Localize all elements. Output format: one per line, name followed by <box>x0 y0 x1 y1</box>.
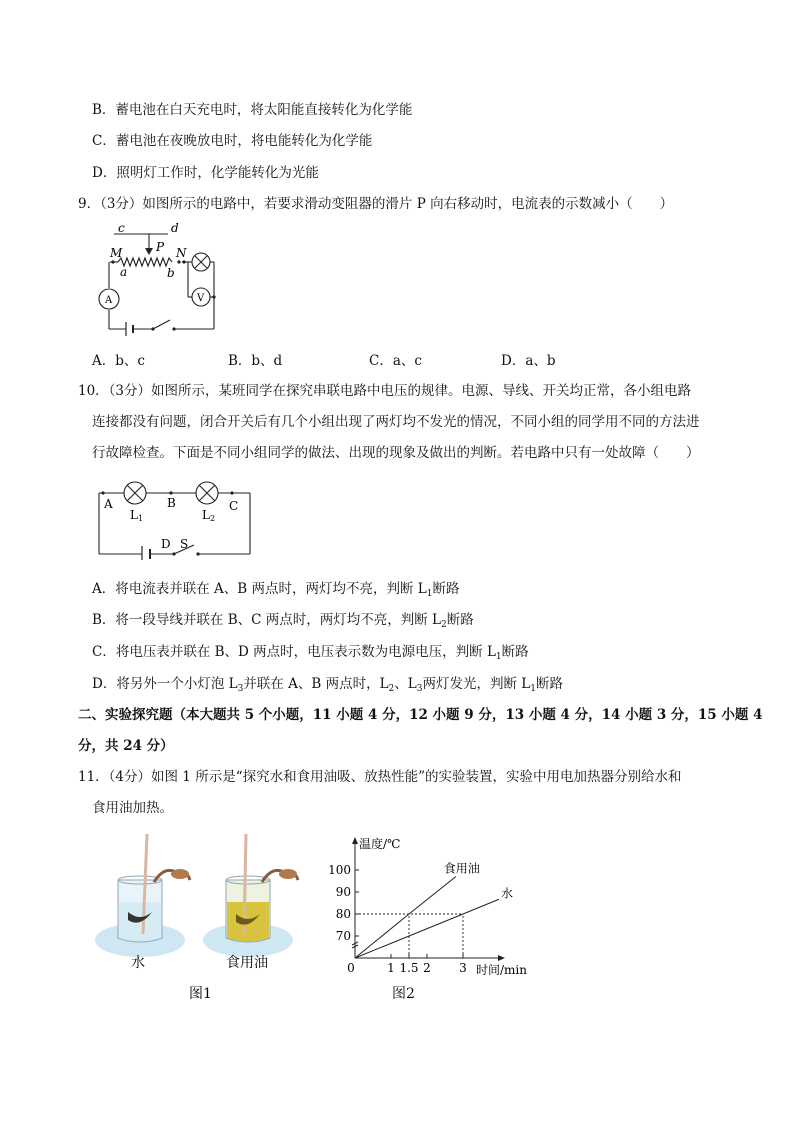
q10-option-a: A．将电流表并联在 A、B 两点时，两灯均不亮，判断 $L_1$断路 <box>92 581 460 599</box>
oil-beaker-illustration <box>203 834 298 957</box>
q8-option-d: D．照明灯工作时，化学能转化为光能 <box>92 165 319 181</box>
q10-label-c: C <box>229 499 239 513</box>
q9-stem: 9．（3分）如图所示的电路中，若要求滑动变阻器的滑片 P 向右移动时，电流表的示数减小（ ） <box>78 196 674 212</box>
q9-voltmeter-label: V <box>197 293 205 304</box>
y-tick-label: 90 <box>335 885 351 899</box>
q10-label-l1: L <box>130 508 138 522</box>
q11-stem-line2: 食用油加热。 <box>92 800 173 816</box>
y-tick-label: 100 <box>328 863 351 877</box>
section2-heading-line2: 分，共 24 分） <box>78 738 174 754</box>
y-axis-arrow <box>352 837 358 844</box>
fig1-caption: 图1 <box>189 986 212 1002</box>
q11-figure2-chart <box>322 832 542 1004</box>
q9-label-a: a <box>120 265 128 279</box>
q10-stem-line2: 连接都没有问题，闭合开关后有几个小组出现了两灯均不发光的情况，不同小组的同学用不同的方法进 <box>92 414 700 430</box>
q11-stem-line1: 11．（4分）如图 1 所示是“探究水和食用油吸、放热性能”的实验装置，实验中用电加热器分别给水和 <box>78 769 682 785</box>
fig1-label-water: 水 <box>131 955 145 971</box>
q9-ammeter-label: A <box>105 295 113 306</box>
q9-circuit-figure <box>96 222 226 340</box>
q11-figure1-beakers <box>94 832 314 1002</box>
q10-label-l2: L <box>202 508 210 522</box>
water-beaker-illustration <box>95 834 190 957</box>
q9-option-b: B．b、d <box>228 353 283 369</box>
q9-option-a: A．b、c <box>92 353 145 369</box>
series-line-1 <box>355 899 499 958</box>
q9-label-n: N <box>176 246 187 260</box>
series-label-1: 水 <box>501 886 514 901</box>
x-tick-label: 3 <box>459 961 467 975</box>
q9-option-d: D．a、b <box>501 353 556 369</box>
q9-label-m: M <box>110 246 123 260</box>
fig2-caption: 图2 <box>392 986 415 1002</box>
q9-label-p: P <box>156 240 165 254</box>
q10-option-c: C．将电压表并联在 B、D 两点时，电压表示数为电源电压，判断 $L_1$断路 <box>92 644 529 662</box>
y-tick-label: 80 <box>335 907 351 921</box>
x-axis-arrow <box>498 955 505 961</box>
y-tick-label: 70 <box>335 929 351 943</box>
q9-slider-arrow <box>145 248 153 255</box>
q10-label-l1-sub: 1 <box>138 514 144 523</box>
q10-label-a: A <box>104 497 113 511</box>
q9-label-d: d <box>171 222 179 235</box>
q8-option-b: B．蓄电池在白天充电时，将太阳能直接转化为化学能 <box>92 102 413 118</box>
q9-label-b: b <box>167 266 175 280</box>
q9-option-c: C．a、c <box>369 353 422 369</box>
fig1-label-oil: 食用油 <box>226 955 268 971</box>
q10-label-s: S <box>180 537 189 551</box>
y-axis-label: 温度/℃ <box>359 837 401 851</box>
x-tick-label: 1 <box>387 961 395 975</box>
q10-label-l2-sub: 2 <box>210 514 216 523</box>
q10-circuit-figure <box>94 478 256 560</box>
q10-label-b: B <box>167 496 176 510</box>
x-axis-label: 时间/min <box>476 963 527 977</box>
x-tick-label: 1.5 <box>399 961 419 975</box>
q10-option-d: D．将另外一个小灯泡 $L_3$并联在 A、B 两点时，$L_2$、$L_3$两灯发光，判断 $L_1$断路 <box>92 676 563 694</box>
q10-stem-line3: 行故障检查。下面是不同小组同学的做法、出现的现象及做出的判断。若电路中只有一处故障（ ） <box>92 445 700 461</box>
x-tick-label: 0 <box>347 961 355 975</box>
x-tick-label: 2 <box>423 961 431 975</box>
series-line-0 <box>355 877 456 958</box>
q10-option-b: B．将一段导线并联在 B、C 两点时，两灯均不亮，判断 $L_2$断路 <box>92 612 474 630</box>
q8-option-c: C．蓄电池在夜晚放电时，将电能转化为化学能 <box>92 133 373 149</box>
series-label-0: 食用油 <box>443 861 480 876</box>
q10-stem-line1: 10．（3分）如图所示，某班同学在探究串联电路中电压的规律。电源、导线、开关均正常，各小组电路 <box>78 383 692 399</box>
q9-switch-blade <box>153 320 170 329</box>
q10-label-d: D <box>161 537 171 551</box>
q9-label-c: c <box>118 222 125 235</box>
section2-heading-line1: 二、实验探究题（本大题共 5 个小题，11 小题 4 分，12 小题 9 分，13 小题 4 分，14 小题 3 分，15 小题 4 <box>78 707 763 723</box>
